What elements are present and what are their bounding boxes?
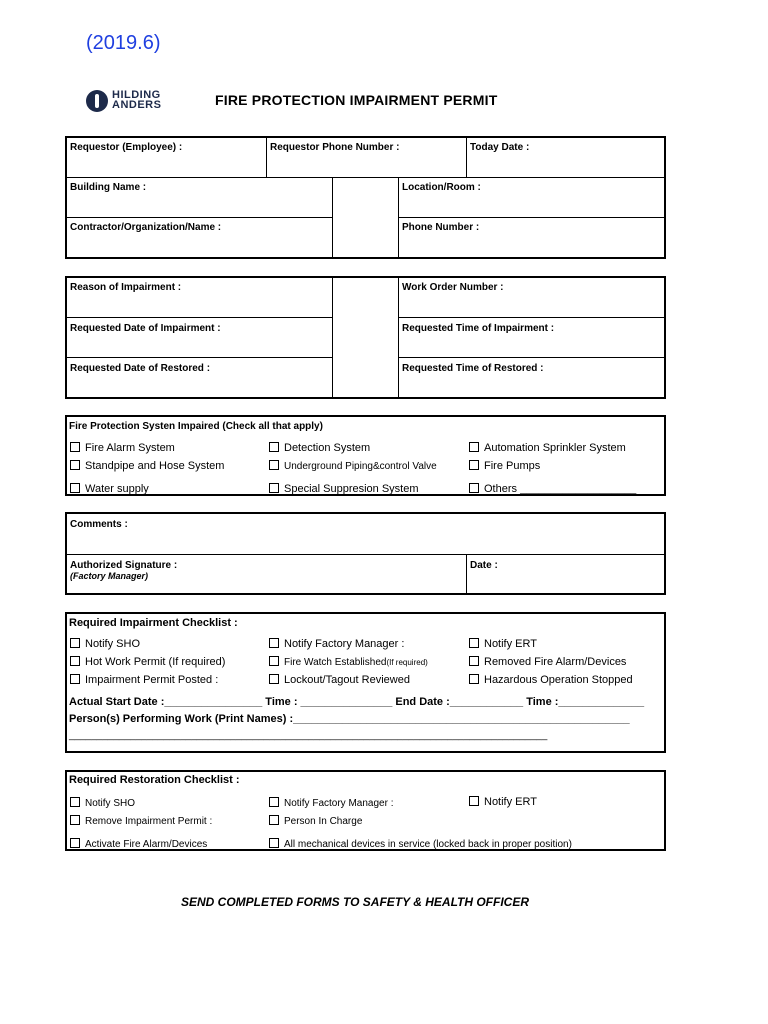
authorized-signature-subtitle: (Factory Manager) (70, 571, 149, 581)
requestor-field[interactable]: Requestor (Employee) : (70, 142, 183, 153)
requestor-section (65, 136, 666, 259)
checkbox-remove-impairment-permit[interactable]: Remove Impairment Permit : (70, 815, 212, 827)
authorized-signature-field[interactable]: Authorized Signature : (Factory Manager) (70, 560, 178, 581)
footer-instruction: SEND COMPLETED FORMS TO SAFETY & HEALTH OFFICER (181, 895, 530, 909)
systems-impaired-section (65, 415, 666, 496)
today-date-field[interactable]: Today Date : (470, 142, 530, 153)
checkbox-notify-factory-manager[interactable]: Notify Factory Manager : (269, 638, 404, 650)
checkbox-special-suppresion[interactable]: Special Suppresion System (269, 483, 419, 495)
checkbox-person-in-charge[interactable]: Person In Charge (269, 815, 362, 827)
checkbox-hazardous-operation[interactable]: Hazardous Operation Stopped (469, 674, 633, 686)
authorization-date-field[interactable]: Date : (470, 560, 498, 571)
checkbox-water-supply[interactable]: Water supply (70, 483, 149, 495)
comments-field[interactable]: Comments : (70, 519, 128, 530)
systems-heading: Fire Protection Systen Impaired (Check all that apply) (69, 421, 323, 432)
authorization-section (65, 512, 666, 595)
checkbox-mechanical-devices[interactable]: All mechanical devices in service (locked back in proper position) (269, 838, 572, 850)
checkbox-impairment-permit-posted[interactable]: Impairment Permit Posted : (70, 674, 218, 686)
checkbox-notify-ert[interactable]: Notify ERT (469, 638, 537, 650)
checkbox-others[interactable]: Others ___________________ (469, 483, 636, 495)
checkbox-fire-pumps[interactable]: Fire Pumps (469, 460, 540, 472)
restoration-checklist-section (65, 770, 666, 851)
checkbox-restore-notify-factory-manager[interactable]: Notify Factory Manager : (269, 797, 393, 809)
form-version: (2019.6) (86, 32, 161, 54)
checkbox-fire-alarm-system[interactable]: Fire Alarm System (70, 442, 175, 454)
checkbox-restore-notify-sho[interactable]: Notify SHO (70, 797, 135, 809)
checkbox-detection-system[interactable]: Detection System (269, 442, 370, 454)
persons-performing-work-line[interactable]: Person(s) Performing Work (Print Names) :_______________________________________________________ (69, 713, 630, 725)
form-title: FIRE PROTECTION IMPAIRMENT PERMIT (215, 92, 498, 108)
logo-text-line2: ANDERS (112, 99, 162, 111)
requested-date-restored-field[interactable]: Requested Date of Restored : (70, 363, 211, 374)
checkbox-standpipe-hose[interactable]: Standpipe and Hose System (70, 460, 224, 472)
work-order-field[interactable]: Work Order Number : (402, 282, 504, 293)
building-name-field[interactable]: Building Name : (70, 182, 147, 193)
phone-number-field[interactable]: Phone Number : (402, 222, 480, 233)
logo-text-line1: HILDING (112, 89, 161, 101)
checkbox-removed-fire-alarm[interactable]: Removed Fire Alarm/Devices (469, 656, 626, 668)
checkbox-lockout-tagout[interactable]: Lockout/Tagout Reviewed (269, 674, 410, 686)
checkbox-restore-notify-ert[interactable]: Notify ERT (469, 796, 537, 808)
checkbox-fire-watch[interactable]: Fire Watch Established(If required) (269, 656, 428, 668)
impairment-checklist-heading: Required Impairment Checklist : (69, 617, 238, 629)
company-logo (86, 88, 186, 116)
restoration-checklist-heading: Required Restoration Checklist : (69, 774, 240, 786)
persons-continuation-line[interactable]: ______________________________________________________________________________________ (69, 730, 548, 741)
reason-field[interactable]: Reason of Impairment : (70, 282, 182, 293)
requested-time-restored-field[interactable]: Requested Time of Restored : (402, 363, 544, 374)
checkbox-activate-fire-alarm[interactable]: Activate Fire Alarm/Devices (70, 838, 207, 850)
impairment-checklist-section (65, 612, 666, 753)
checkbox-notify-sho[interactable]: Notify SHO (70, 638, 140, 650)
checkbox-automation-sprinkler[interactable]: Automation Sprinkler System (469, 442, 626, 454)
requested-date-impairment-field[interactable]: Requested Date of Impairment : (70, 323, 221, 334)
contractor-field[interactable]: Contractor/Organization/Name : (70, 222, 222, 233)
impairment-request-section (65, 276, 666, 399)
actual-start-end-line[interactable]: Actual Start Date :________________ Time : _______________ End Date :____________ Time :______________ (69, 696, 645, 708)
requested-time-impairment-field[interactable]: Requested Time of Impairment : (402, 323, 555, 334)
requestor-phone-field[interactable]: Requestor Phone Number : (270, 142, 400, 153)
logo-mark-icon (86, 90, 108, 112)
checkbox-hot-work-permit[interactable]: Hot Work Permit (If required) (70, 656, 225, 668)
checkbox-underground-piping[interactable]: Underground Piping&control Valve (269, 460, 437, 472)
location-room-field[interactable]: Location/Room : (402, 182, 481, 193)
